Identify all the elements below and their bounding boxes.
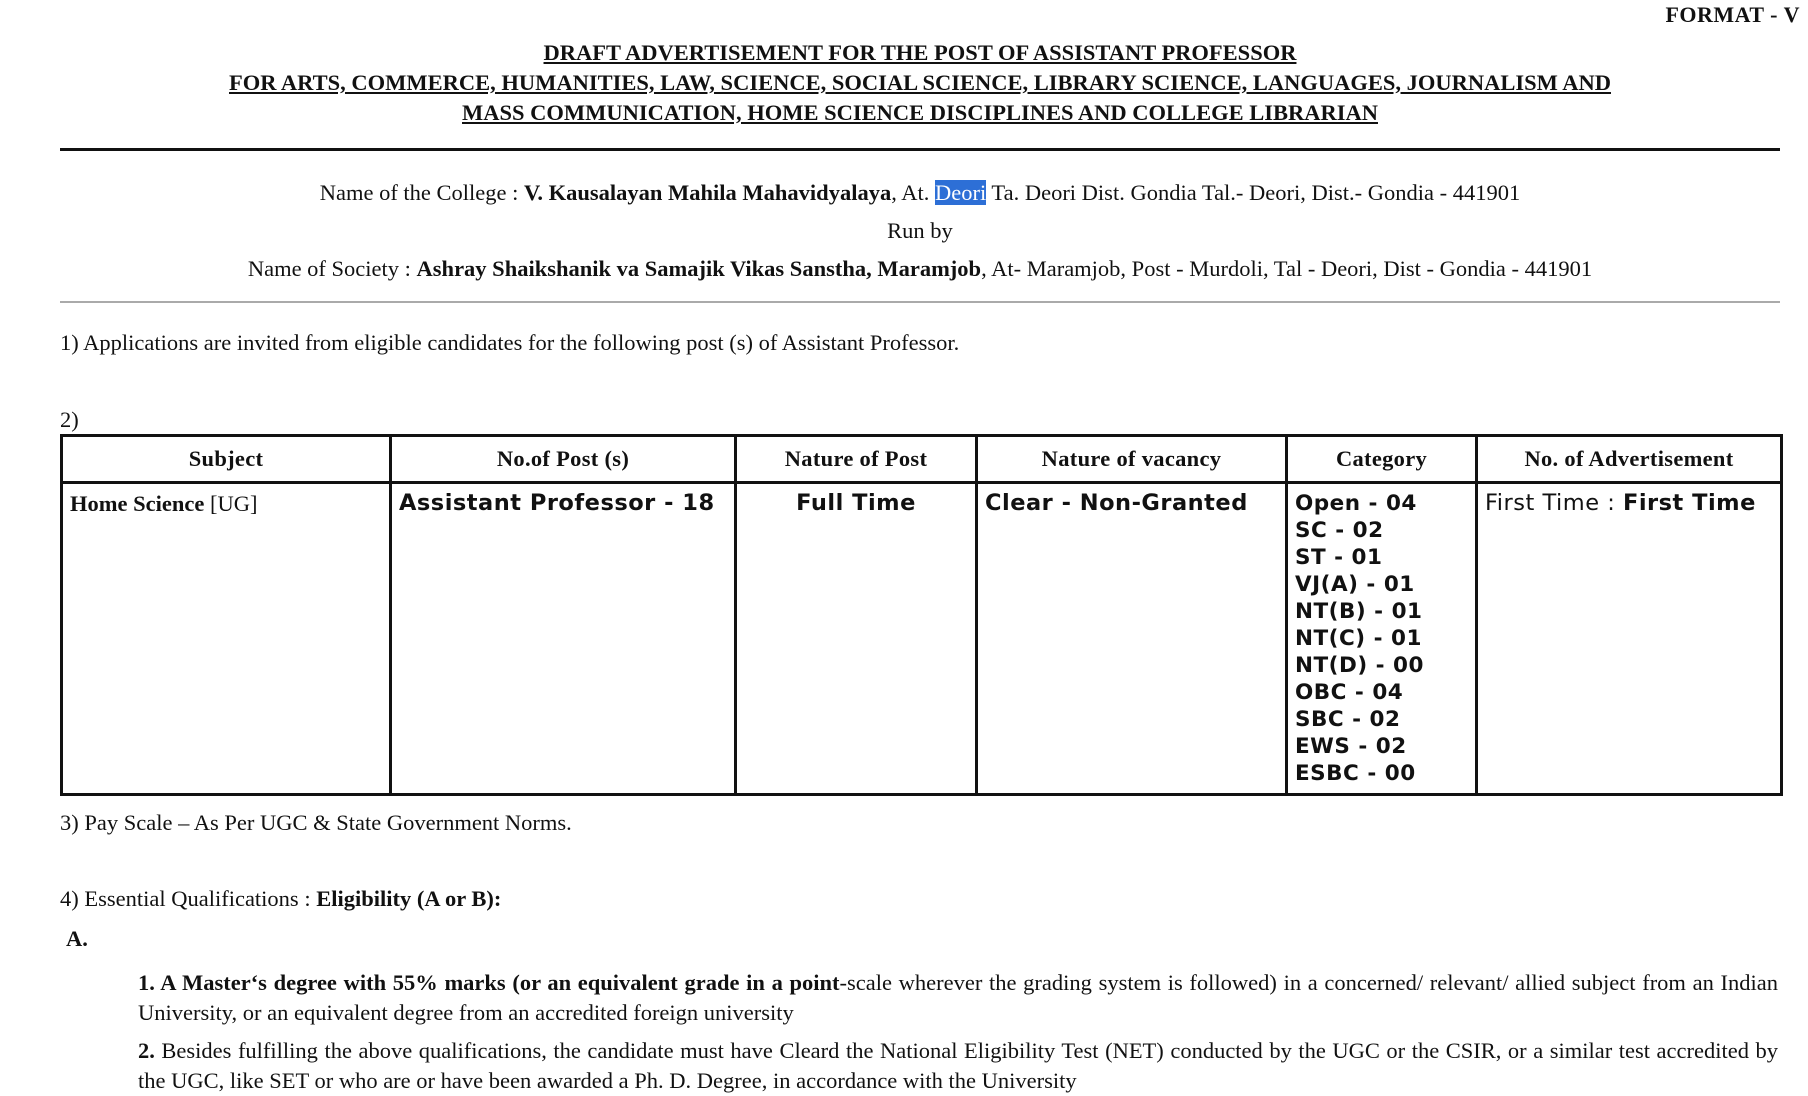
paragraph-1: 1) Applications are invited from eligible candidates for the following post (s) of Assistant Professor. (60, 330, 960, 355)
list-item: NT(C) - 01 (1295, 626, 1422, 651)
list-item: SBC - 02 (1295, 707, 1401, 732)
college-address: Ta. Deori Dist. Gondia Tal.- Deori, Dist.- Gondia - 441901 (986, 180, 1521, 205)
list-item: ST - 01 (1295, 545, 1383, 570)
posts-table (60, 434, 1783, 796)
cell-posts (391, 483, 736, 795)
cell-nature-of-vacancy (977, 483, 1287, 795)
header-posts: No.of Post (s) (391, 436, 736, 483)
format-label: FORMAT - V (1665, 2, 1800, 27)
qualification-item-1 (138, 968, 1778, 1028)
list-item: Open - 04 (1295, 491, 1417, 516)
cell-nature-of-post (736, 483, 977, 795)
society-address: , At- Maramjob, Post - Murdoli, Tal - Deori, Dist - Gondia - 441901 (981, 256, 1593, 281)
society-name: Ashray Shaikshanik va Samajik Vikas Sanstha, Maramjob (416, 256, 982, 281)
table-header-row (62, 436, 1782, 483)
table-row (62, 483, 1782, 795)
subject-level: [UG] (204, 491, 258, 516)
header-nature-of-post: Nature of Post (736, 436, 977, 483)
society-label: Name of Society : (247, 256, 417, 281)
section-divider (60, 301, 1780, 303)
list-item: OBC - 04 (1295, 680, 1404, 705)
cell-advertisement (1477, 483, 1782, 795)
college-label: Name of the College : (319, 180, 525, 205)
list-item: ESBC - 00 (1295, 761, 1416, 786)
college-at-label: , At. (891, 180, 935, 205)
society-line (60, 254, 1780, 284)
cell-category (1287, 483, 1477, 795)
item-2-bold: 2. (138, 1038, 155, 1063)
run-by-line: Run by (887, 218, 953, 243)
paragraph-2-label: 2) (60, 407, 79, 432)
paragraph-3: 3) Pay Scale – As Per UGC & State Government Norms. (60, 810, 572, 835)
header-category: Category (1287, 436, 1477, 483)
college-name: V. Kausalayan Mahila Mahavidyalaya (524, 180, 892, 205)
list-item: NT(D) - 00 (1295, 653, 1424, 678)
paragraph-4 (60, 884, 501, 914)
advertisement-value: First Time (1622, 490, 1756, 516)
heading-divider (60, 148, 1780, 151)
section-a-label: A. (66, 926, 88, 951)
header-advertisement: No. of Advertisement (1477, 436, 1782, 483)
list-item: EWS - 02 (1295, 734, 1407, 759)
header-subject: Subject (62, 436, 391, 483)
heading-line-2: FOR ARTS, COMMERCE, HUMANITIES, LAW, SCIENCE, SOCIAL SCIENCE, LIBRARY SCIENCE, LANGUAGES, JOURNALISM AND (229, 70, 1611, 95)
qualifications-label: 4) Essential Qualifications : (60, 886, 317, 911)
qualification-item-2 (138, 1036, 1778, 1096)
item-1-bold: 1. A Master‘s degree with 55% marks (or an equivalent grade in a point (138, 970, 840, 995)
list-item: VJ(A) - 01 (1295, 572, 1415, 597)
heading-line-1: DRAFT ADVERTISEMENT FOR THE POST OF ASSISTANT PROFESSOR (543, 40, 1297, 65)
advertisement-heading (60, 38, 1780, 128)
nature-of-vacancy-value: Clear - Non-Granted (985, 490, 1248, 516)
posts-value: Assistant Professor - 18 (399, 490, 715, 516)
category-list (1295, 490, 1468, 787)
college-line (60, 178, 1780, 208)
heading-line-3: MASS COMMUNICATION, HOME SCIENCE DISCIPLINES AND COLLEGE LIBRARIAN (462, 100, 1378, 125)
nature-of-post-value: Full Time (796, 490, 916, 516)
selected-text[interactable]: Deori (934, 180, 987, 205)
header-nature-of-vacancy: Nature of vacancy (977, 436, 1287, 483)
advertisement-label: First Time : (1485, 490, 1623, 516)
list-item: SC - 02 (1295, 518, 1384, 543)
list-item: NT(B) - 01 (1295, 599, 1423, 624)
item-2-text: Besides fulfilling the above qualifications, the candidate must have Cleard the National Eligibility Test (NET) conducted by the UGC or the CSIR, or a similar test accredited by the UGC, like SET or who are or have been awarded a Ph. D. Degree, in accordance with the University (138, 1038, 1778, 1093)
item-1-text: -scale wherever the grading system is followed) in a concerned/ relevant/ allied subject from an Indian University, or an equivalent degree from an accredited foreign university (138, 970, 1778, 1025)
cell-subject (62, 483, 391, 795)
subject-name: Home Science (70, 491, 205, 516)
eligibility-heading: Eligibility (A or B): (316, 886, 502, 911)
